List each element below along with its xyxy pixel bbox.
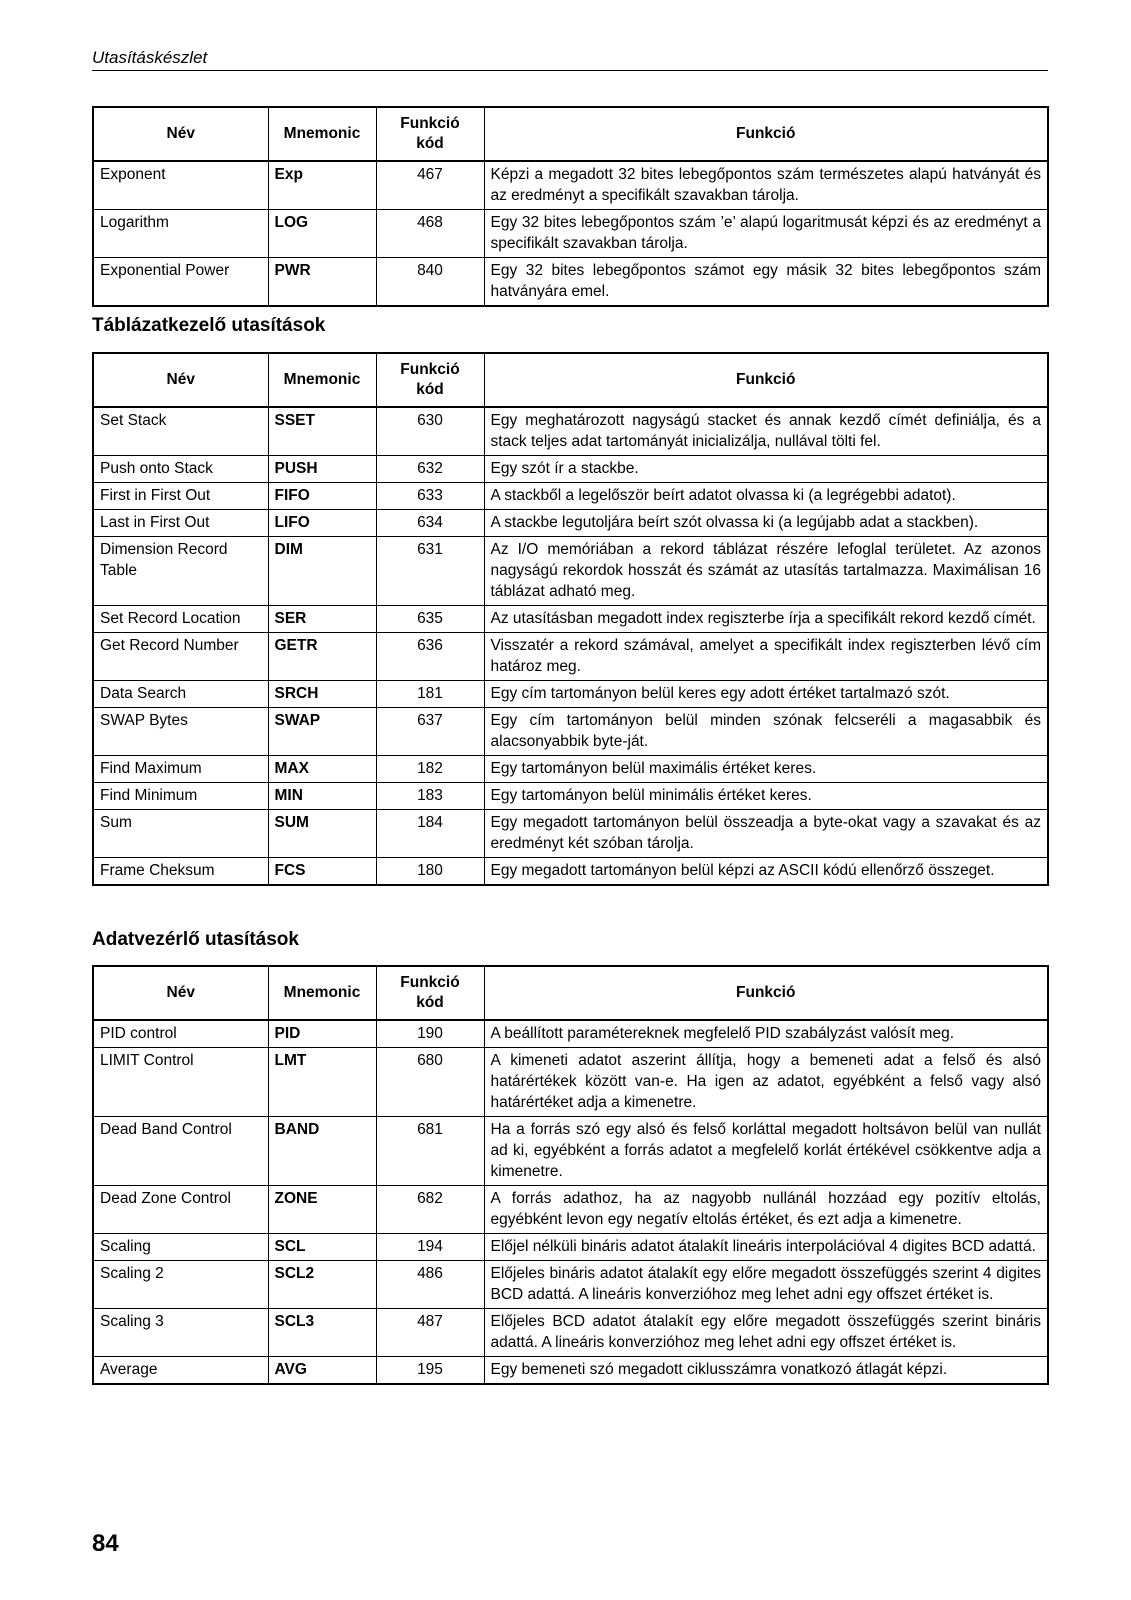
function-description: Egy tartományon belül maximális értéket keres. (484, 756, 1048, 783)
column-header-mnemonic: Mnemonic (268, 966, 376, 1020)
data-control-instructions-table (92, 965, 1049, 1385)
instruction-name: Scaling 2 (93, 1261, 268, 1309)
function-code: 183 (376, 783, 484, 810)
function-description: Előjeles BCD adatot átalakít egy előre megadott összefüggés szerint bináris adattá. A lineáris konverzióhoz meg lehet adni egy offszet értéket is. (484, 1309, 1048, 1357)
table-row (93, 1186, 1048, 1234)
column-header-function: Funkció (484, 353, 1048, 407)
instruction-name: SWAP Bytes (93, 708, 268, 756)
function-description: A beállított paramétereknek megfelelő PID szabályzást valósít meg. (484, 1020, 1048, 1048)
instruction-mnemonic: GETR (268, 633, 376, 681)
instruction-mnemonic: PWR (268, 258, 376, 307)
function-description: A stackből a legelőször beírt adatot olvassa ki (a legrégebbi adatot). (484, 483, 1048, 510)
table-row (93, 537, 1048, 606)
column-header-name: Név (93, 353, 268, 407)
function-description: A kimeneti adatot aszerint állítja, hogy a bemeneti adat a felső és alsó határértékek között van-e. Ha igen az adatot, egyébként a felső vagy alsó határértéket adja a kimenetre. (484, 1048, 1048, 1117)
table-row (93, 633, 1048, 681)
function-description: Egy cím tartományon belül keres egy adott értéket tartalmazó szót. (484, 681, 1048, 708)
function-code: 486 (376, 1261, 484, 1309)
function-code: 681 (376, 1117, 484, 1186)
instruction-mnemonic: SCL3 (268, 1309, 376, 1357)
instruction-name: Get Record Number (93, 633, 268, 681)
function-code: 195 (376, 1357, 484, 1385)
instruction-mnemonic: SCL2 (268, 1261, 376, 1309)
instruction-mnemonic: SRCH (268, 681, 376, 708)
function-description: A stackbe legutoljára beírt szót olvassa ki (a legújabb adat a stackben). (484, 510, 1048, 537)
function-description: Előjeles bináris adatot átalakít egy előre megadott összefüggés szerint 4 digites BCD adattá. A lineáris konverzióhoz meg lehet adni egy offszet értéket is. (484, 1261, 1048, 1309)
table-row (93, 510, 1048, 537)
instruction-mnemonic: SSET (268, 407, 376, 456)
instruction-mnemonic: SWAP (268, 708, 376, 756)
instruction-name: Exponential Power (93, 258, 268, 307)
floating-point-instructions-table (92, 106, 1049, 307)
function-code: 682 (376, 1186, 484, 1234)
function-description: Egy tartományon belül minimális értéket keres. (484, 783, 1048, 810)
instruction-mnemonic: MIN (268, 783, 376, 810)
instruction-name: Frame Cheksum (93, 858, 268, 886)
function-code: 631 (376, 537, 484, 606)
function-description: Ha a forrás szó egy alsó és felső korláttal megadott holtsávon belül van nullát ad ki, egyébként a forrás adatot a megfelelő korlát értékével csökkentve adja a kimenetre. (484, 1117, 1048, 1186)
table-row (93, 161, 1048, 210)
function-description: Előjel nélküli bináris adatot átalakít lineáris interpolációval 4 digites BCD adattá. (484, 1234, 1048, 1261)
function-code: 184 (376, 810, 484, 858)
table-body (93, 407, 1048, 885)
instruction-name: Set Record Location (93, 606, 268, 633)
function-description: A forrás adathoz, ha az nagyobb nullánál hozzáad egy pozitív eltolás, egyébként levon egy negatív eltolás értéket, és ezt adja a kimenetre. (484, 1186, 1048, 1234)
table-row (93, 1357, 1048, 1385)
table-header-row (93, 353, 1048, 407)
column-header-name: Név (93, 107, 268, 161)
function-code: 487 (376, 1309, 484, 1357)
function-description: Egy meghatározott nagyságú stacket és annak kezdő címét definiálja, és a stack teljes adat tartományát inicializálja, nullával tölti fel. (484, 407, 1048, 456)
function-description: Az utasításban megadott index regiszterbe írja a specifikált rekord kezdő címét. (484, 606, 1048, 633)
table-handling-instructions-table (92, 352, 1049, 886)
column-header-code: Funkció kód (376, 107, 484, 161)
function-code: 633 (376, 483, 484, 510)
function-code: 632 (376, 456, 484, 483)
page-number: 84 (92, 1530, 119, 1557)
table-row (93, 1261, 1048, 1309)
instruction-mnemonic: SCL (268, 1234, 376, 1261)
table-row (93, 1234, 1048, 1261)
instruction-mnemonic: FCS (268, 858, 376, 886)
instruction-name: Average (93, 1357, 268, 1385)
instruction-mnemonic: SUM (268, 810, 376, 858)
function-description: Az I/O memóriában a rekord táblázat részére lefoglal területet. Az azonos nagyságú rekordok hosszát és számát az utasítás tartalmazza. Maximálisan 16 táblázat adható meg. (484, 537, 1048, 606)
instruction-name: Last in First Out (93, 510, 268, 537)
column-header-function: Funkció (484, 966, 1048, 1020)
table-header-row (93, 107, 1048, 161)
table-row (93, 756, 1048, 783)
column-header-code: Funkció kód (376, 966, 484, 1020)
instruction-name: First in First Out (93, 483, 268, 510)
instruction-mnemonic: PUSH (268, 456, 376, 483)
function-code: 190 (376, 1020, 484, 1048)
function-code: 182 (376, 756, 484, 783)
table-row (93, 708, 1048, 756)
instruction-name: Dead Band Control (93, 1117, 268, 1186)
instruction-name: Find Minimum (93, 783, 268, 810)
instruction-name: Exponent (93, 161, 268, 210)
section-title-data-control: Adatvezérlő utasítások (92, 929, 299, 950)
instruction-name: Data Search (93, 681, 268, 708)
function-code: 630 (376, 407, 484, 456)
function-code: 637 (376, 708, 484, 756)
function-code: 680 (376, 1048, 484, 1117)
instruction-name: LIMIT Control (93, 1048, 268, 1117)
instruction-name: Find Maximum (93, 756, 268, 783)
table-row (93, 1117, 1048, 1186)
function-description: Egy cím tartományon belül minden szónak felcseréli a magasabbik és alacsonyabbik byte-ját. (484, 708, 1048, 756)
column-header-mnemonic: Mnemonic (268, 107, 376, 161)
function-description: Visszatér a rekord számával, amelyet a specifikált index regiszterben lévő cím határoz meg. (484, 633, 1048, 681)
page-header (92, 48, 1048, 71)
column-header-mnemonic: Mnemonic (268, 353, 376, 407)
function-code: 840 (376, 258, 484, 307)
table-body (93, 161, 1048, 306)
instruction-mnemonic: PID (268, 1020, 376, 1048)
function-description: Egy bemeneti szó megadott ciklusszámra vonatkozó átlagát képzi. (484, 1357, 1048, 1385)
section-title-table-handling: Táblázatkezelő utasítások (92, 315, 326, 336)
instruction-mnemonic: FIFO (268, 483, 376, 510)
column-header-function: Funkció (484, 107, 1048, 161)
table-row (93, 1309, 1048, 1357)
function-code: 180 (376, 858, 484, 886)
table-row (93, 810, 1048, 858)
table-row (93, 606, 1048, 633)
column-header-code: Funkció kód (376, 353, 484, 407)
table-body (93, 1020, 1048, 1384)
table-row (93, 407, 1048, 456)
instruction-mnemonic: LIFO (268, 510, 376, 537)
function-description: Egy szót ír a stackbe. (484, 456, 1048, 483)
instruction-name: PID control (93, 1020, 268, 1048)
function-code: 634 (376, 510, 484, 537)
table-row (93, 783, 1048, 810)
function-code: 467 (376, 161, 484, 210)
instruction-mnemonic: BAND (268, 1117, 376, 1186)
instruction-name: Push onto Stack (93, 456, 268, 483)
function-description: Képzi a megadott 32 bites lebegőpontos szám természetes alapú hatványát és az eredményt a specifikált szavakban tárolja. (484, 161, 1048, 210)
function-code: 181 (376, 681, 484, 708)
function-code: 468 (376, 210, 484, 258)
function-code: 636 (376, 633, 484, 681)
instruction-name: Logarithm (93, 210, 268, 258)
instruction-mnemonic: LMT (268, 1048, 376, 1117)
instruction-name: Set Stack (93, 407, 268, 456)
table-row (93, 258, 1048, 307)
function-description: Egy 32 bites lebegőpontos számot egy másik 32 bites lebegőpontos szám hatványára emel. (484, 258, 1048, 307)
instruction-mnemonic: SER (268, 606, 376, 633)
running-header-title: Utasításkészlet (92, 48, 208, 67)
table-row (93, 456, 1048, 483)
function-description: Egy 32 bites lebegőpontos szám ’e’ alapú logaritmusát képzi és az eredményt a specifikált szavakban tárolja. (484, 210, 1048, 258)
function-code: 635 (376, 606, 484, 633)
instruction-mnemonic: MAX (268, 756, 376, 783)
table-row (93, 858, 1048, 886)
function-description: Egy megadott tartományon belül képzi az ASCII kódú ellenőrző összeget. (484, 858, 1048, 886)
instruction-name: Scaling 3 (93, 1309, 268, 1357)
instruction-name: Scaling (93, 1234, 268, 1261)
instruction-mnemonic: ZONE (268, 1186, 376, 1234)
instruction-mnemonic: Exp (268, 161, 376, 210)
instruction-name: Dead Zone Control (93, 1186, 268, 1234)
instruction-name: Dimension Record Table (93, 537, 268, 606)
instruction-name: Sum (93, 810, 268, 858)
table-row (93, 681, 1048, 708)
instruction-mnemonic: AVG (268, 1357, 376, 1385)
instruction-mnemonic: DIM (268, 537, 376, 606)
table-row (93, 1048, 1048, 1117)
table-header-row (93, 966, 1048, 1020)
function-description: Egy megadott tartományon belül összeadja a byte-okat vagy a szavakat és az eredményt két szóban tárolja. (484, 810, 1048, 858)
table-row (93, 1020, 1048, 1048)
table-row (93, 483, 1048, 510)
function-code: 194 (376, 1234, 484, 1261)
instruction-mnemonic: LOG (268, 210, 376, 258)
column-header-name: Név (93, 966, 268, 1020)
table-row (93, 210, 1048, 258)
